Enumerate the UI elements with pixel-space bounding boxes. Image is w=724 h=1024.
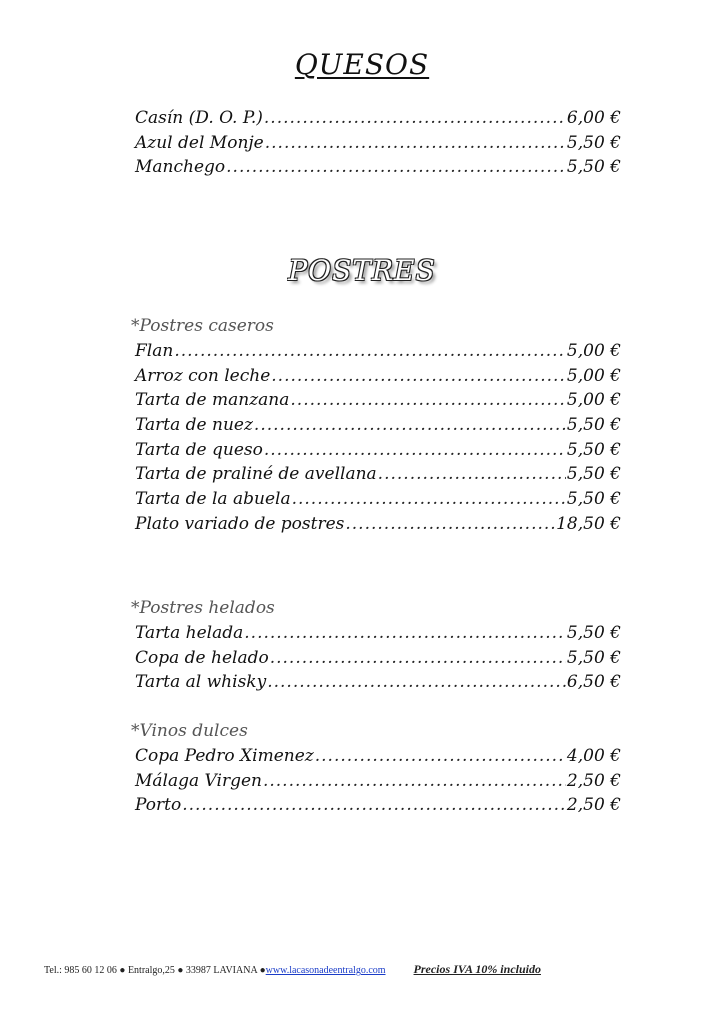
item-name: Tarta de la abuela [135,489,291,510]
page-footer [44,962,684,977]
menu-item [135,623,621,648]
postres-heading: POSTRES [288,254,436,287]
menu-item [135,157,621,182]
item-name: Porto [135,795,182,816]
item-name: Plato variado de postres [135,513,345,534]
item-price: 6,50 € [566,672,621,693]
item-price: 5,50 € [566,132,621,153]
quesos-list [135,108,621,182]
item-name: Copa Pedro Ximenez [135,746,314,766]
item-price: 5,50 € [566,647,621,668]
item-name: Tarta de queso [135,439,263,460]
menu-item [135,464,621,489]
menu-item [135,133,621,158]
menu-item [135,341,621,366]
postres-helados-list [135,623,621,697]
menu-item [135,771,621,796]
vinos-dulces-label: *Vinos dulces [131,721,248,741]
postres-caseros-label: *Postres caseros [131,316,274,336]
menu-item [135,795,621,820]
menu-item [135,514,621,539]
item-price: 2,50 € [566,795,621,816]
item-name: Málaga Virgen [135,770,262,791]
postres-caseros-list [135,341,621,539]
menu-item [135,672,621,697]
menu-item [135,108,621,133]
item-name: Tarta de manzana [135,390,290,411]
item-price: 5,50 € [566,415,621,436]
menu-item [135,746,621,771]
item-price: 5,00 € [566,365,621,386]
item-name: Flan [135,341,174,361]
item-price: 4,00 € [566,746,621,766]
item-name: Copa de helado [135,647,269,668]
item-name: Tarta de praliné de avellana [135,464,377,485]
item-price: 5,50 € [566,489,621,510]
item-name: Tarta al whisky [135,672,267,693]
menu-item [135,648,621,673]
item-price: 2,50 € [566,770,621,791]
item-price: 5,00 € [566,341,621,361]
website-link[interactable]: www.lacasonadeentralgo.com [265,965,386,976]
item-name: Tarta de nuez [135,415,253,436]
menu-item [135,415,621,440]
item-price: 6,00 € [566,108,621,128]
item-price: 5,00 € [566,390,621,411]
menu-item [135,489,621,514]
menu-item [135,366,621,391]
item-price: 5,50 € [566,439,621,460]
quesos-heading: QUESOS [294,48,430,81]
contact-info: Tel.: 985 60 12 06 ● Entralgo,25 ● 33987 LAVIANA ● [44,965,266,976]
item-name: Casín (D. O. P.) [135,108,263,128]
menu-item [135,390,621,415]
item-name: Tarta helada [135,623,244,643]
item-name: Arroz con leche [135,365,271,386]
menu-item [135,440,621,465]
item-price: 5,50 € [566,464,621,485]
vinos-dulces-list [135,746,621,820]
item-name: Manchego [135,157,226,178]
item-price: 5,50 € [566,157,621,178]
vat-note: Precios IVA 10% incluido [413,962,541,976]
item-name: Azul del Monje [135,132,264,153]
postres-helados-label: *Postres helados [131,598,275,618]
item-price: 18,50 € [556,513,621,534]
item-price: 5,50 € [566,623,621,643]
